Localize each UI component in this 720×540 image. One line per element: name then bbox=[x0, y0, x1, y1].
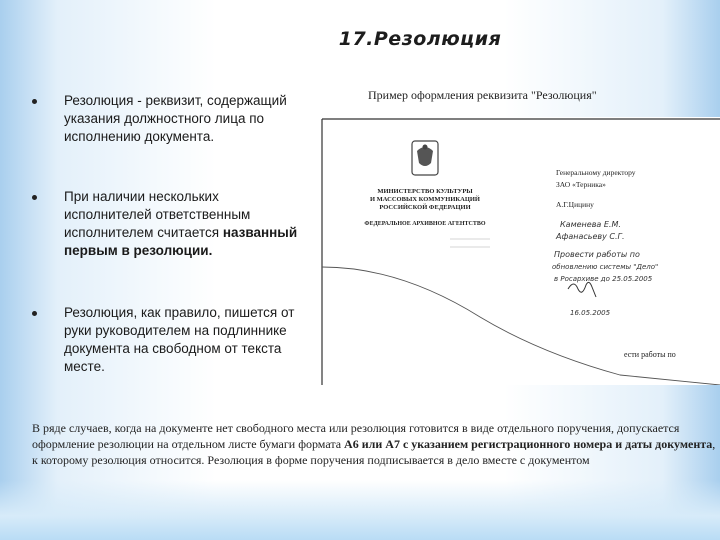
document-sample-image bbox=[320, 117, 720, 385]
bullet-dot-icon bbox=[32, 311, 37, 316]
handwritten-line: Каменева Е.М. bbox=[560, 220, 621, 229]
handwritten-line: Провести работы по bbox=[554, 250, 640, 259]
bullet-text: Резолюция - реквизит, содержащий указания должностного лица по исполнению документа. bbox=[64, 93, 287, 144]
handwritten-line: обновлению системы "Дело" bbox=[552, 263, 659, 271]
handwritten-date: 16.05.2005 bbox=[570, 309, 611, 317]
bullet-text: При наличии нескольких исполнителей ответственным исполнителем считается названный первым в резолюции. bbox=[64, 189, 298, 258]
addressee-name: А.Г.Цицину bbox=[556, 200, 594, 209]
ministry-line: И МАССОВЫХ КОММУНИКАЦИЙ bbox=[369, 196, 481, 203]
bullet-bold-text: названный первым в резолюции. bbox=[64, 225, 298, 258]
bullet-dot-icon bbox=[32, 99, 37, 104]
agency-line: ФЕДЕРАЛЬНОЕ АРХИВНОЕ АГЕНТСТВО bbox=[364, 221, 486, 227]
addressee-line: Генеральному директору bbox=[556, 168, 636, 177]
slide-title: 17.Резолюция bbox=[338, 28, 502, 50]
text-fragment: ести работы по bbox=[624, 350, 676, 359]
bullet-dot-icon bbox=[32, 195, 37, 200]
handwritten-line: Афанасьеву С.Г. bbox=[556, 232, 625, 241]
bullet-text: Резолюция, как правило, пишется от руки руководителем на подлиннике документа на свободном от текста месте. bbox=[64, 305, 295, 374]
ministry-line: РОССИЙСКОЙ ФЕДЕРАЦИИ bbox=[379, 204, 471, 211]
signature-icon bbox=[568, 282, 596, 297]
bottom-decor-band bbox=[0, 480, 720, 540]
sample-caption: Пример оформления реквизита "Резолюция" bbox=[368, 88, 597, 102]
paragraph-bold-text: А6 или А7 с указанием регистрационного номера и даты документа bbox=[344, 437, 713, 451]
ministry-line: МИНИСТЕРСТВО КУЛЬТУРЫ bbox=[377, 188, 473, 195]
addressee-line: ЗАО «Терника» bbox=[556, 180, 606, 189]
coat-of-arms-icon bbox=[412, 141, 438, 175]
bottom-paragraph: В ряде случаев, когда на документе нет свободного места или резолюция готовится в виде отдельного поручения, допускается оформление резолюции на отдельном листе бумаги формата А6 или А7 с указанием регистрационного номера и даты документа, к которому резолюция относится. Резолюция в форме поручения подписывается в дело вместе с документом bbox=[32, 421, 716, 467]
handwritten-line: в Росархиве до 25.05.2005 bbox=[554, 275, 653, 283]
